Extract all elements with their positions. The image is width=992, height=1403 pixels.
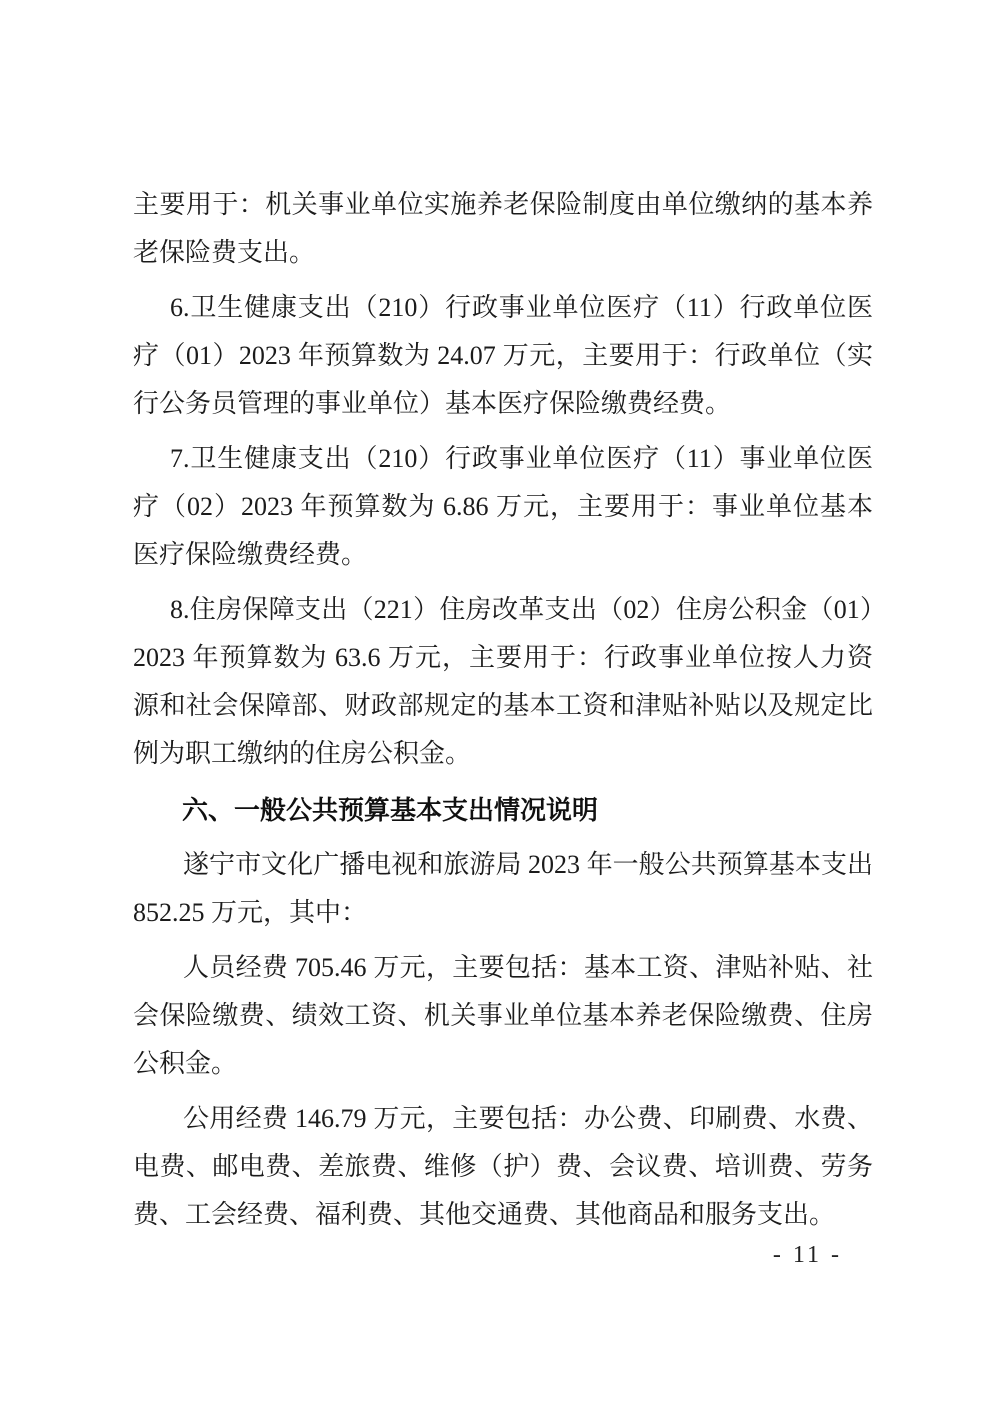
paragraph-public-expense: 公用经费 146.79 万元，主要包括：办公费、印刷费、水费、电费、邮电费、差旅费、维修（护）费、会议费、培训费、劳务费、工会经费、福利费、其他交通费、其他商品和服务支出。 [133, 1104, 873, 1229]
paragraph-item-8-housing: 8.住房保障支出（221）住房改革支出（02）住房公积金（01）2023 年预算数为 63.6 万元，主要用于：行政事业单位按人力资源和社会保障部、财政部规定的基本工资和津贴补贴以及规定比例为职工缴纳的住房公积金。 [133, 595, 873, 768]
paragraph-personnel-expense: 人员经费 705.46 万元，主要包括：基本工资、津贴补贴、社会保险缴费、绩效工资、机关事业单位基本养老保险缴费、住房公积金。 [133, 953, 873, 1078]
document-content [133, 181, 873, 1239]
paragraph-budget-total: 遂宁市文化广播电视和旅游局 2023 年一般公共预算基本支出 852.25 万元，其中： [133, 850, 873, 927]
paragraph-pension-continuation: 主要用于：机关事业单位实施养老保险制度由单位缴纳的基本养老保险费支出。 [133, 190, 873, 267]
section-six-heading: 六、一般公共预算基本支出情况说明 [182, 795, 599, 825]
paragraph-item-7-health-institution: 7.卫生健康支出（210）行政事业单位医疗（11）事业单位医疗（02）2023 年预算数为 6.86 万元，主要用于：事业单位基本医疗保险缴费经费。 [133, 444, 873, 569]
paragraph-item-6-health-admin: 6.卫生健康支出（210）行政事业单位医疗（11）行政单位医疗（01）2023 年预算数为 24.07 万元，主要用于：行政单位（实行公务员管理的事业单位）基本医疗保险缴费经费。 [133, 293, 873, 418]
page-number: - 11 - [772, 1242, 842, 1268]
